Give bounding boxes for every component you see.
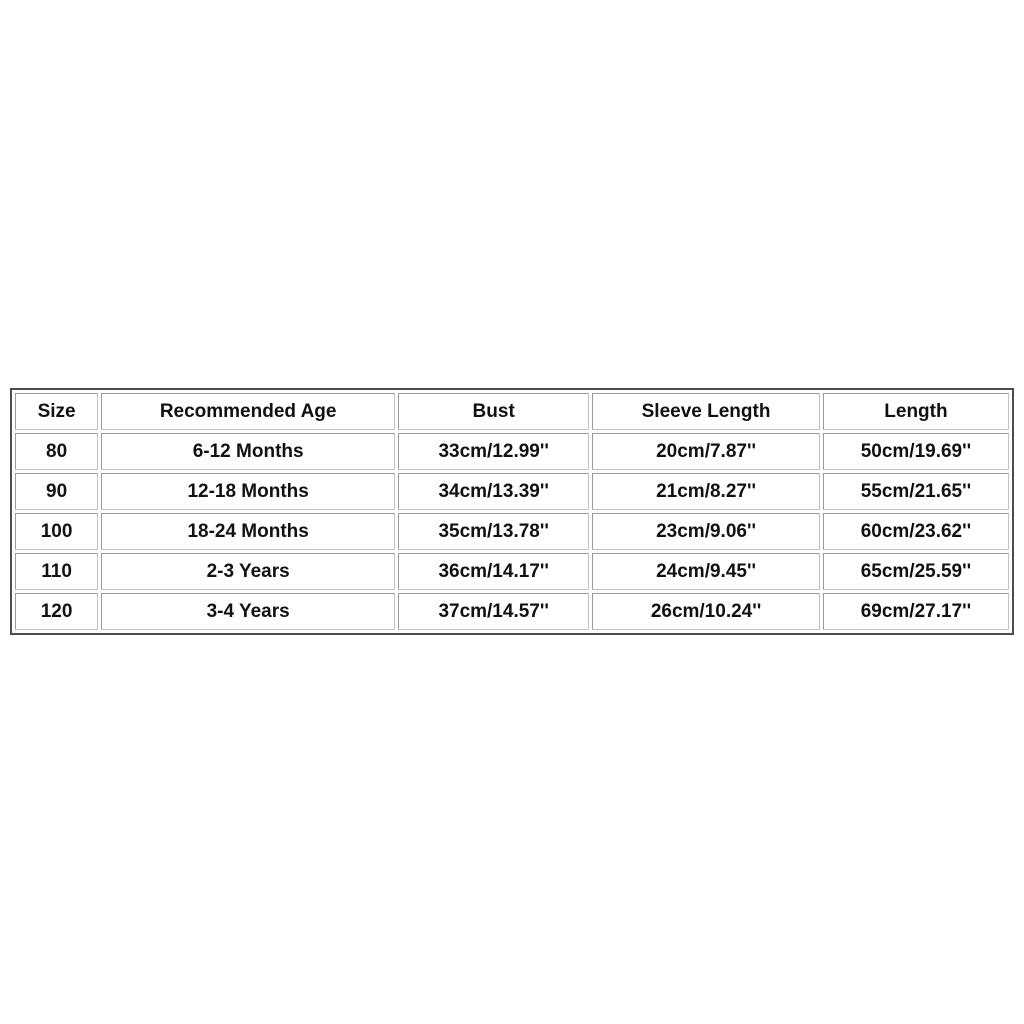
- cell-bust-size-90: 34cm/13.39'': [398, 473, 589, 510]
- cell-recommended-age-size-100: 18-24 Months: [101, 513, 395, 550]
- column-header-recommended-age: Recommended Age: [101, 393, 395, 430]
- table-row-size-110: [15, 553, 1009, 590]
- cell-recommended-age-size-110: 2-3 Years: [101, 553, 395, 590]
- cell-size-size-110: 110: [15, 553, 98, 590]
- cell-bust-size-110: 36cm/14.17'': [398, 553, 589, 590]
- table-row-size-80: [15, 433, 1009, 470]
- cell-bust-size-120: 37cm/14.57'': [398, 593, 589, 630]
- table-row-size-120: [15, 593, 1009, 630]
- cell-length-size-120: 69cm/27.17'': [823, 593, 1009, 630]
- size-chart-body: [15, 433, 1009, 630]
- column-header-bust: Bust: [398, 393, 589, 430]
- column-header-size: Size: [15, 393, 98, 430]
- size-chart: [10, 388, 1014, 635]
- cell-sleeve-length-size-80: 20cm/7.87'': [592, 433, 820, 470]
- cell-size-size-100: 100: [15, 513, 98, 550]
- header-row: [15, 393, 1009, 430]
- cell-length-size-110: 65cm/25.59'': [823, 553, 1009, 590]
- size-chart-header: [15, 393, 1009, 430]
- cell-sleeve-length-size-120: 26cm/10.24'': [592, 593, 820, 630]
- cell-sleeve-length-size-110: 24cm/9.45'': [592, 553, 820, 590]
- cell-size-size-80: 80: [15, 433, 98, 470]
- table-row-size-90: [15, 473, 1009, 510]
- cell-size-size-90: 90: [15, 473, 98, 510]
- column-header-sleeve-length: Sleeve Length: [592, 393, 820, 430]
- cell-recommended-age-size-80: 6-12 Months: [101, 433, 395, 470]
- cell-bust-size-80: 33cm/12.99'': [398, 433, 589, 470]
- cell-sleeve-length-size-100: 23cm/9.06'': [592, 513, 820, 550]
- table-row-size-100: [15, 513, 1009, 550]
- cell-size-size-120: 120: [15, 593, 98, 630]
- size-chart-table: [10, 388, 1014, 635]
- cell-recommended-age-size-120: 3-4 Years: [101, 593, 395, 630]
- cell-bust-size-100: 35cm/13.78'': [398, 513, 589, 550]
- cell-length-size-90: 55cm/21.65'': [823, 473, 1009, 510]
- column-header-length: Length: [823, 393, 1009, 430]
- cell-length-size-80: 50cm/19.69'': [823, 433, 1009, 470]
- cell-length-size-100: 60cm/23.62'': [823, 513, 1009, 550]
- cell-recommended-age-size-90: 12-18 Months: [101, 473, 395, 510]
- cell-sleeve-length-size-90: 21cm/8.27'': [592, 473, 820, 510]
